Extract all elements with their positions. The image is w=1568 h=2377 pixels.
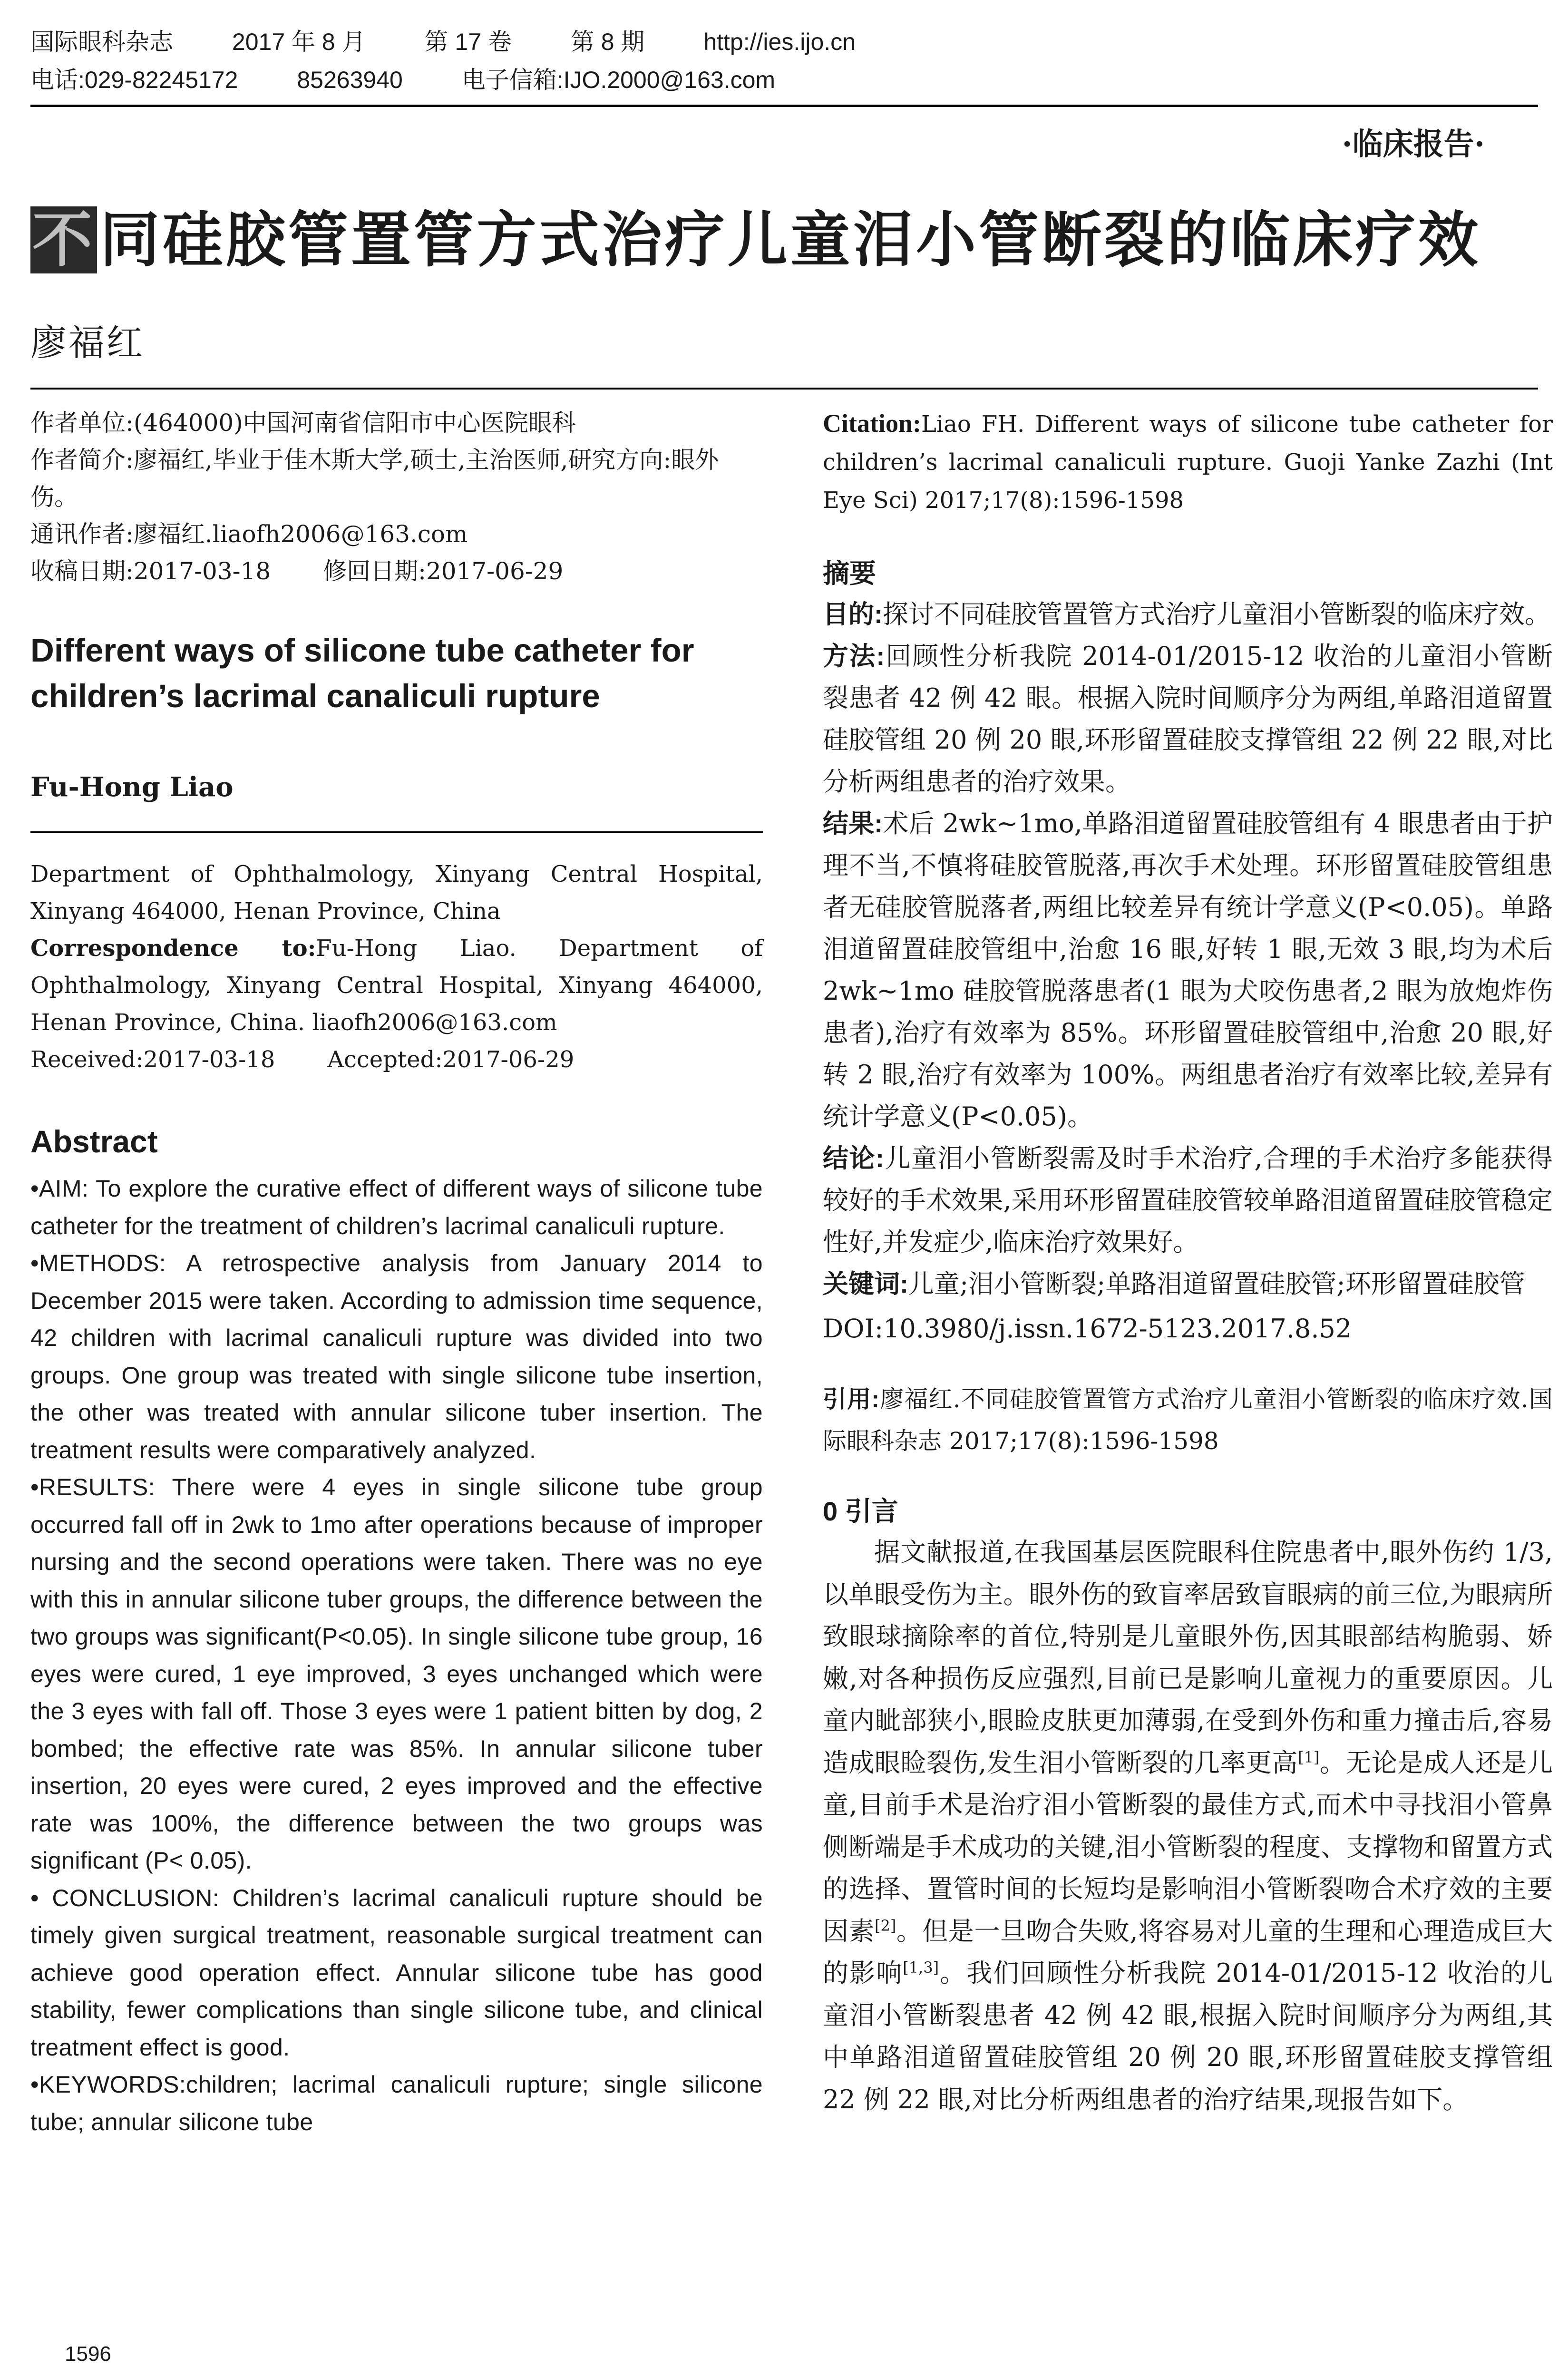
author-meta-cn [30,404,763,590]
results-text: 术后 2wk~1mo,单路泪道留置硅胶管组有 4 眼患者由于护理不当,不慎将硅胶管脱落,再次手术处理。环形留置硅胶管组患者无硅胶管脱落者,两组比较差异有统计学意义(P<0.05)。单路泪道留置硅胶管组中,治愈 16 眼,好转 1 眼,无效 3 眼,均为术后 2wk~1mo 硅胶管脱落患者(1 眼为犬咬伤患者,2 眼为放炮炸伤患者),治疗有效率为 85%。环形留置硅胶管组中,治愈 20 眼,好转 2 眼,治疗有效率为 100%。两组患者治疗有效率比较,差异有统计学意义(P<0.05)。 [823,809,1553,1131]
correspondence [30,930,763,1041]
department: Department of Ophthalmology, Xinyang Central Hospital, Xinyang 464000, Henan Province, China [30,861,763,925]
dates-cn [30,553,763,590]
section-tag: ·临床报告· [1342,127,1485,162]
author-rule [30,388,1538,390]
journal-email[interactable]: 电子信箱:IJO.2000@163.com [461,67,776,93]
citation-cn [823,1378,1553,1462]
abstract-cn-heading: 摘要 [823,558,876,588]
methods-label: 方法: [823,642,885,671]
volume: 第 17 卷 [424,29,512,55]
aim-label: 目的: [823,600,883,629]
correspondence-text: Fu-Hong Liao. Department of Ophthalmology, Xinyang Central Hospital, Xinyang 464000, Henan Province, China. liaofh2006@163.com [30,935,763,1036]
citation-label: Citation: [823,409,921,438]
abstract-results: •RESULTS: There were 4 eyes in single silicone tube group occurred fall off in 2wk to 1mo after operations because of improper nursing and the second operations were taken. There was no eye with this in annular silicone tuber groups, the difference between the two groups was significant(P<0.05). In single silicone tube group, 16 eyes were cured, 1 eye improved, 3 eyes unchanged which were the 3 eyes with fall off. Those 3 eyes were 1 patient bitten by dog, 2 bombed; the effective rate was 85%. In annular silicone tuber insertion, 20 eyes were cured, 2 eyes improved and the effective rate was 100%, the difference between the two groups was significant (P< 0.05). [30,1474,763,1874]
article-title [30,205,1538,276]
reference-1-3[interactable]: [1,3] [903,1958,939,1977]
citation-text: Liao FH. Different ways of silicone tube catheter for children’s lacrimal canaliculi rupture. Guoji Yanke Zazhi (Int Eye Sci) 2017;17(8):1596-1598 [823,411,1553,514]
received-date-cn: 收稿日期:2017-03-18 [30,557,271,585]
conclusion-label: 结论: [823,1144,884,1173]
keywords-label: 关键词: [823,1270,908,1298]
intro-text-3: 。但是一旦吻合失败,将容易对儿童的生理和心理造成巨大的影响 [823,1916,1553,1988]
doi[interactable]: DOI:10.3980/j.issn.1672-5123.2017.8.52 [823,1314,1352,1344]
phone: 电话:029-82245172 [30,67,238,93]
introduction-heading: 0 引言 [823,1496,898,1526]
right-column [823,404,1553,2121]
title-drop-char: 不 [30,206,97,273]
aim-text: 探讨不同硅胶管置管方式治疗儿童泪小管断裂的临床疗效。 [882,599,1550,629]
keywords-text: 儿童;泪小管断裂;单路泪道留置硅胶管;环形留置硅胶管 [908,1269,1525,1299]
methods-text: 回顾性分析我院 2014-01/2015-12 收治的儿童泪小管断裂患者 42 例 42 眼。根据入院时间顺序分为两组,单路泪道留置硅胶管组 20 例 20 眼,环形留置硅胶支撑管组 22 例 22 眼,对比分析两组患者的治疗效果。 [823,641,1553,797]
abstract-keywords: •KEYWORDS:children; lacrimal canaliculi rupture; single silicone tube; annular silicone tube [30,2071,763,2135]
citation-cn-text: 廖福红.不同硅胶管置管方式治疗儿童泪小管断裂的临床疗效.国际眼科杂志 2017;17(8):1596-1598 [823,1385,1553,1455]
intro-text-4: 。我们回顾性分析我院 2014-01/2015-12 收治的儿童泪小管断裂患者 42 例 42 眼,根据入院时间顺序分为两组,其中单路泪道留置硅胶管组 20 例 20 眼,环形留置硅胶支撑管组 22 例 22 眼,对比分析两组患者的治疗结果,现报告如下。 [823,1958,1553,2114]
dates-en [30,1041,763,1078]
results-label: 结果: [823,809,883,838]
correspondence-label: Correspondence to: [30,935,316,962]
english-title: Different ways of silicone tube catheter for children’s lacrimal canaliculi rupture [30,632,694,714]
abstract-aim: •AIM: To explore the curative effect of different ways of silicone tube catheter for the treatment of children’s lacrimal canaliculi rupture. [30,1175,763,1239]
author-bio: 作者简介:廖福红,毕业于佳木斯大学,硕士,主治医师,研究方向:眼外伤。 [30,446,719,511]
left-column [30,404,763,2141]
reference-1[interactable]: [1] [1298,1748,1320,1766]
author-unit: 作者单位:(464000)中国河南省信阳市中心医院眼科 [30,409,576,437]
conclusion-text: 儿童泪小管断裂需及时手术治疗,合理的手术治疗多能获得较好的手术效果,采用环形留置硅胶管较单路泪道留置硅胶管稳定性好,并发症少,临床治疗效果好。 [823,1143,1553,1257]
intro-text-1: 据文献报道,在我国基层医院眼科住院患者中,眼外伤约 1/3,以单眼受伤为主。眼外伤的致盲率居致盲眼病的前三位,为眼病所致眼球摘除率的首位,特别是儿童眼外伤,因其眼部结构脆弱、娇嫩,对各种损伤反应强烈,目前已是影响儿童视力的重要原因。儿童内眦部狭小,眼睑皮肤更加薄弱,在受到外伤和重力撞击后,容易造成眼睑裂伤,发生泪小管断裂的几率更高 [823,1537,1553,1778]
reference-2[interactable]: [2] [875,1916,896,1935]
page-number: 1596 [65,2342,111,2366]
issue-date: 2017 年 8 月 [232,29,366,55]
corresponding-author: 通讯作者:廖福红.liaofh2006@163.com [30,520,468,548]
english-author: Fu-Hong Liao [30,771,234,803]
accepted-date-en: Accepted:2017-06-29 [327,1046,575,1073]
citation-en [823,404,1553,519]
header-rule [30,105,1538,107]
author-name-cn: 廖福红 [30,321,145,364]
english-author-rule [30,831,763,833]
journal-url[interactable]: http://ies.ijo.cn [703,29,856,55]
abstract-cn-conclusion [823,1138,1553,1263]
journal-info-row [30,23,1538,61]
introduction-paragraph [823,1531,1553,2121]
abstract-cn-results [823,803,1553,1138]
journal-contact-row [30,61,1538,99]
abstract-cn-methods [823,635,1553,803]
english-affiliation [30,856,763,1078]
phone-2: 85263940 [297,67,403,93]
abstract-heading: Abstract [30,1124,158,1159]
intro-text-2: 。无论是成人还是儿童,目前手术是治疗泪小管断裂的最佳方式,而术中寻找泪小管鼻侧断端是手术成功的关键,泪小管断裂的程度、支撑物和留置方式的选择、置管时间的长短均是影响泪小管断裂吻合术疗效的主要因素 [823,1747,1553,1946]
abstract-cn [823,553,1553,1350]
abstract-methods: •METHODS: A retrospective analysis from January 2014 to December 2015 were taken. According to admission time sequence, 42 children with lacrimal canaliculi rupture was divided into two groups. One group was treated with single silicone tube insertion, the other was treated with annular silicone tuber insertion. The treatment results were comparatively analyzed. [30,1250,763,1463]
title-text: 同硅胶管置管方式治疗儿童泪小管断裂的临床疗效 [100,206,1481,273]
journal-header [30,23,1538,99]
abstract-conclusion: • CONCLUSION: Children’s lacrimal canaliculi rupture should be timely given surgical treatment, reasonable surgical treatment can achieve good operation effect. Annular silicone tube has good stability, fewer complications than single silicone tube, and clinical treatment effect is good. [30,1884,763,2061]
issue-number: 第 8 期 [570,29,645,55]
abstract-cn-aim [823,594,1553,635]
revised-date-cn: 修回日期:2017-06-29 [323,557,564,585]
abstract-cn-keywords [823,1263,1553,1305]
received-date-en: Received:2017-03-18 [30,1046,275,1073]
introduction [823,1490,1553,2121]
journal-name: 国际眼科杂志 [30,29,173,55]
citation-cn-label: 引用: [823,1386,880,1413]
